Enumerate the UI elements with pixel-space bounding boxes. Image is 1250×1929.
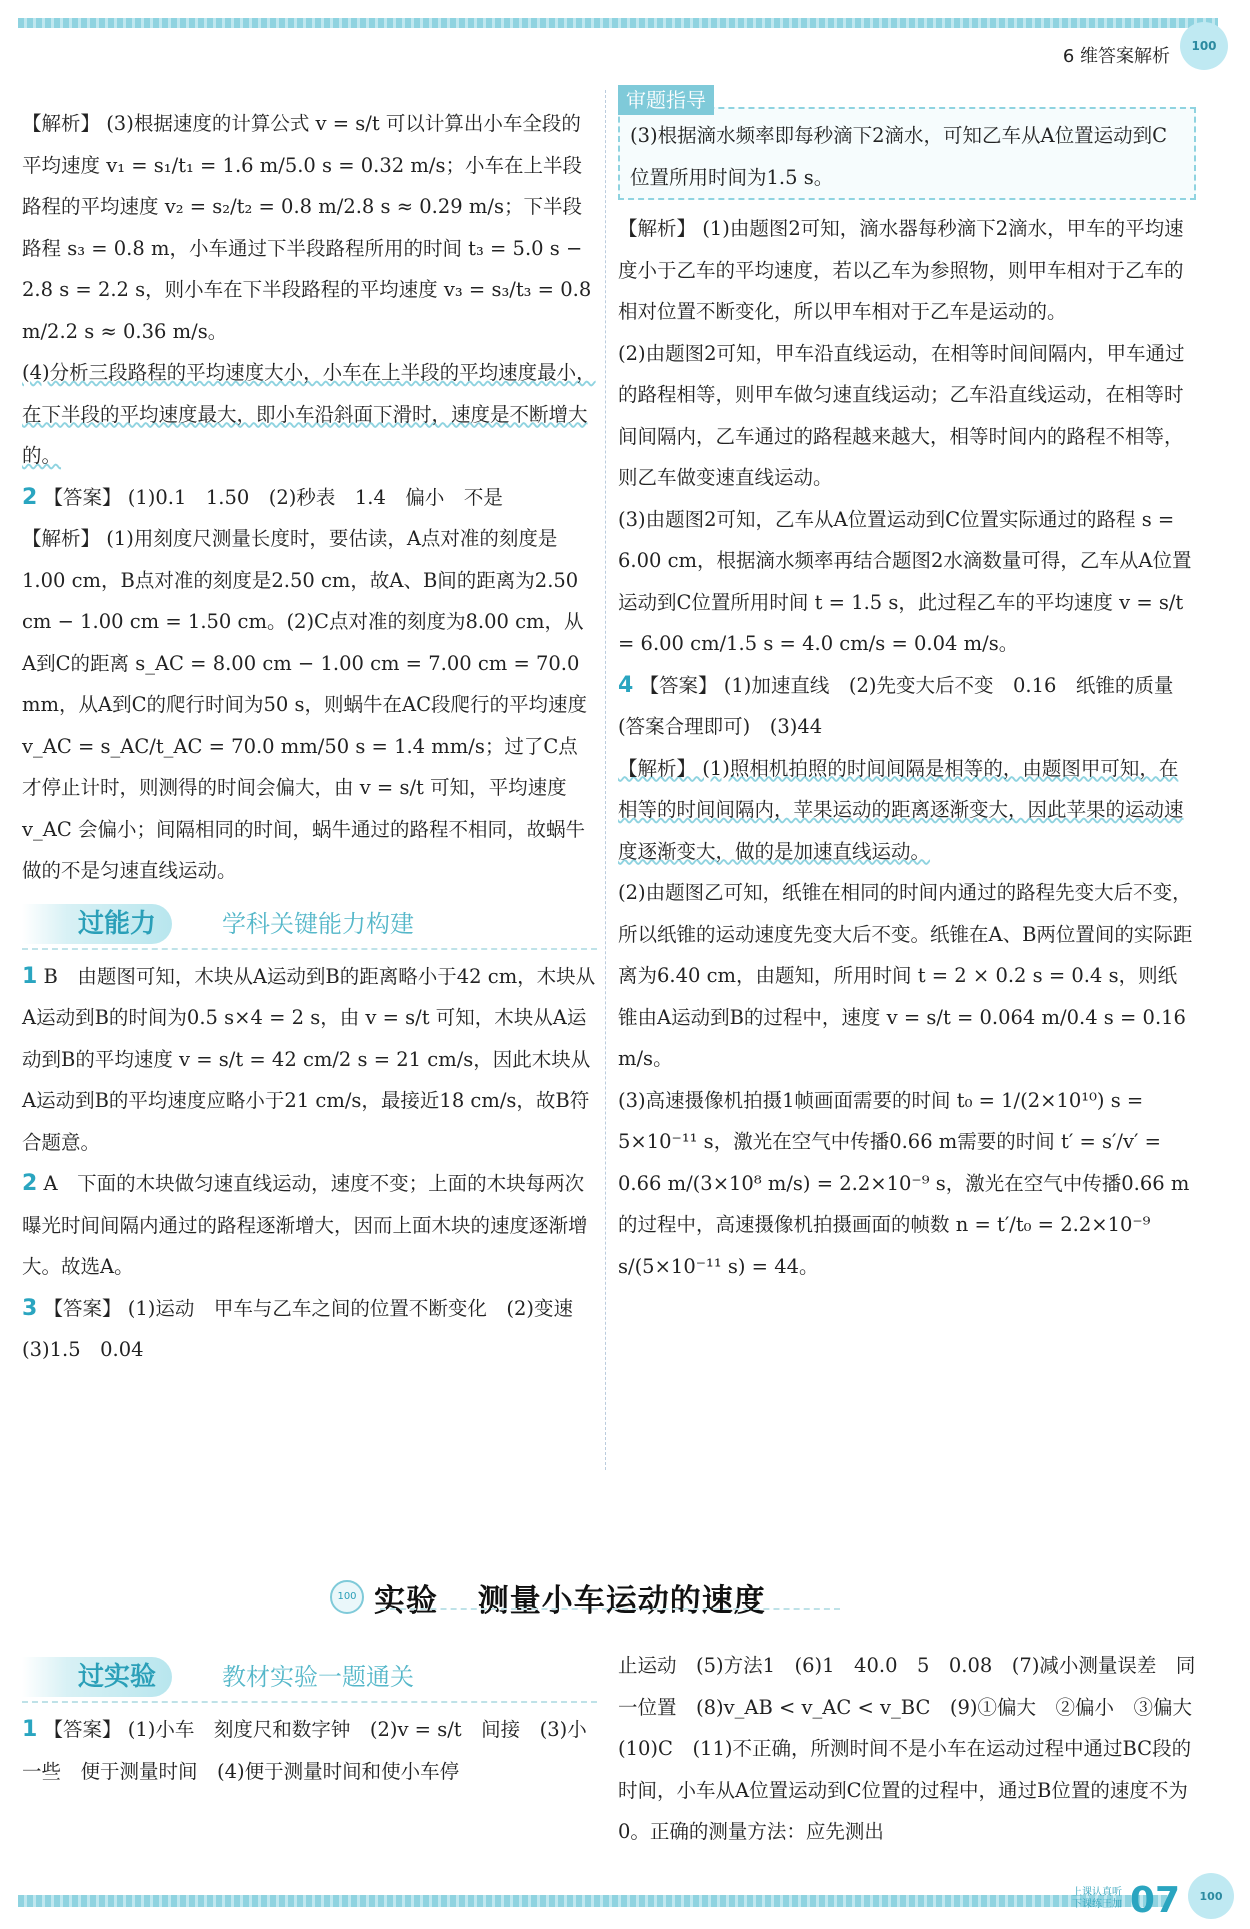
ability-question-3 xyxy=(22,1288,597,1371)
experiment-left xyxy=(22,1645,597,1792)
question-text: A 下面的木块做匀速直线运动，速度不变；上面的木块每两次曝光时间间隔内通过的路程逐渐增大，因而上面木块的速度逐渐增大。故选A。 xyxy=(22,1172,588,1278)
ability-question-1 xyxy=(22,956,597,1164)
footer-slogan-line-1: 上课认真听 xyxy=(1072,1887,1122,1898)
header-title: 6 维答案解析 xyxy=(1062,46,1170,67)
question-2-answer xyxy=(22,477,597,519)
question-4-answer xyxy=(618,665,1196,748)
hint-text: (3)根据滴水频率即每秒滴下2滴水，可知乙车从A位置运动到C位置所用时间为1.5 s。 xyxy=(630,124,1168,189)
experiment-label: 实验 xyxy=(374,1583,438,1619)
section-title: 过实验 xyxy=(22,1657,172,1697)
experiment-answer-continued: 止运动 (5)方法1 (6)1 40.0 5 0.08 (7)减小测量误差 同一位置 (8)v_AB < v_AC < v_BC (9)①偏大 ②偏小 ③偏大 (10)C (11)不正确，所测时间不是小车在运动过程中通过BC段的时间，小车从A位置运动到C位置的过程中，通过B位置的速度不为0。正确的测量方法：应先测出 xyxy=(618,1654,1212,1843)
question-text: B 由题图可知，木块从A运动到B的距离略小于42 cm，木块从A运动到B的时间为0.5 s×4 = 2 s，由 v = s/t 可知，木块从A运动到B的平均速度 v = s/t = 42 cm/2 s = 21 cm/s，因此木块从A运动到B的平均速度应略小于21 cm/s，最接近18 cm/s，故B符合题意。 xyxy=(22,964,596,1154)
q4-analysis-2: (2)由题图乙可知，纸锥在相同的时间内通过的路程先变大后不变，所以纸锥的运动速度先变大后不变。纸锥在A、B两位置间的实际距离为6.40 cm，由题知，所用时间 t = 2 × 0.2 s = 0.4 s，则纸锥由A运动到B的过程中，速度 v = s/t = 0.064 m/0.4 s = 0.16 m/s。 xyxy=(618,881,1193,1070)
right-column xyxy=(618,88,1196,1287)
experiment-title xyxy=(330,1575,766,1620)
page-number: 07 xyxy=(1129,1880,1180,1921)
section-subtitle: 教材实验一题通关 xyxy=(222,1663,414,1691)
top-decor-bar xyxy=(18,18,1218,28)
q4-analysis-3: (3)高速摄像机拍摄1帧画面需要的时间 t₀ = 1/(2×10¹⁰) s = 5×10⁻¹¹ s，激光在空气中传播0.66 m需要的时间 t′ = s′/v′ = 0.66 m/(3×10⁸ m/s) = 2.2×10⁻⁹ s，激光在空气中传播0.66 m的过程中，高速摄像机拍摄画面的帧数 n = t′/t₀ = 2.2×10⁻⁹ s/(5×10⁻¹¹ s) = 44。 xyxy=(618,1088,1190,1278)
q3-analysis-1: 【解析】 (1)由题图2可知，滴水器每秒滴下2滴水，甲车的平均速度小于乙车的平均速度，若以乙车为参照物，则甲车相对于乙车的相对位置不断变化，所以甲车相对于乙车是运动的。 xyxy=(618,217,1184,323)
column-divider xyxy=(605,90,606,1470)
section-title: 过能力 xyxy=(22,904,172,944)
footer-slogan-line-2: 下课练王加 xyxy=(1072,1899,1122,1910)
q4-analysis-1: 【解析】 (1)照相机拍照的时间间隔是相等的，由题图甲可知，在相等的时间间隔内，苹果运动的距离逐渐变大，因此苹果的运动速度逐渐变大，做的是加速直线运动。 xyxy=(618,756,1184,863)
question-2-analysis: 【解析】 (1)用刻度尺测量长度时，要估读，A点对准的刻度是1.00 cm，B点对准的刻度是2.50 cm，故A、B间的距离为2.50 cm − 1.00 cm = 1.50 cm。(2)C点对准的刻度为8.00 cm，从A到C的距离 s_AC = 8.00 cm − 1.00 cm = 7.00 cm = 70.0 mm，从A到C的爬行时间为50 s，则蜗牛在AC段爬行的平均速度 v_AC = s_AC/t_AC = 70.0 mm/50 s = 1.4 mm/s；过了C点才停止计时，则测得的时间会偏大，由 v = s/t 可知，平均速度 v_AC 会偏小；间隔相同的时间，蜗牛通过的路程不相同，故蜗牛做的不是匀速直线运动。 xyxy=(22,527,588,882)
experiment-question-1 xyxy=(22,1709,597,1792)
experiment-title-underline xyxy=(380,1608,840,1610)
question-number: 2 xyxy=(22,1171,38,1196)
q3-analysis-3: (3)由题图2可知，乙车从A位置运动到C位置实际通过的路程 s = 6.00 cm，根据滴水频率再结合题图2水滴数量可得，乙车从A位置运动到C位置所用时间 t = 1.5 s，此过程乙车的平均速度 v = s/t = 6.00 cm/1.5 s = 4.0 cm/s = 0.04 m/s。 xyxy=(618,507,1192,655)
section-subtitle: 学科关键能力构建 xyxy=(222,909,414,938)
footer-slogan xyxy=(1072,1887,1122,1911)
question-number: 3 xyxy=(22,1295,38,1321)
answer-text: 【答案】 (1)0.1 1.50 (2)秒表 1.4 偏小 不是 xyxy=(43,485,503,509)
answer-text: 【答案】 (1)运动 甲车与乙车之间的位置不断变化 (2)变速 (3)1.5 0.04 xyxy=(22,1296,593,1361)
question-number: 1 xyxy=(22,1717,38,1742)
experiment-mascot-icon: 100 xyxy=(330,1580,364,1614)
hint-title: 审题指导 xyxy=(618,85,714,115)
question-number: 1 xyxy=(22,963,38,989)
mascot-logo-icon: 100 xyxy=(1180,22,1228,70)
answer-text: 【答案】 (1)小车 刻度尺和数字钟 (2)v = s/t 间接 (3)小一些 便于测量时间 (4)便于测量时间和使小车停 xyxy=(22,1718,587,1783)
experiment-name: 测量小车运动的速度 xyxy=(477,1583,766,1619)
ability-question-2 xyxy=(22,1163,597,1288)
section-experiment-header xyxy=(22,1655,597,1703)
experiment-right xyxy=(618,1645,1212,1853)
bottom-decor-bar xyxy=(18,1895,1168,1907)
left-column xyxy=(22,103,597,1371)
question-number: 4 xyxy=(618,672,634,698)
analysis-3-paragraph: 【解析】 (3)根据速度的计算公式 v = s/t 可以计算出小车全段的平均速度 v₁ = s₁/t₁ = 1.6 m/5.0 s = 0.32 m/s；小车在上半段路程的平均速度 v₂ = s₂/t₂ = 0.8 m/2.8 s ≈ 0.29 m/s；下半段路程 s₃ = 0.8 m，小车通过下半段路程所用的时间 t₃ = 5.0 s − 2.8 s = 2.2 s，则小车在下半段路程的平均速度 v₃ = s₃/t₃ = 0.8 m/2.2 s ≈ 0.36 m/s。 xyxy=(22,112,592,343)
question-number: 2 xyxy=(22,484,38,510)
section-ability-header xyxy=(22,902,597,950)
footer-mascot-icon: 100 xyxy=(1188,1873,1234,1919)
analysis-4-paragraph: (4)分析三段路程的平均速度大小，小车在上半段的平均速度最小，在下半段的平均速度最大，即小车沿斜面下滑时，速度是不断增大的。 xyxy=(22,361,596,467)
review-guidance-box xyxy=(618,88,1196,200)
q3-analysis-2: (2)由题图2可知，甲车沿直线运动，在相等时间间隔内，甲车通过的路程相等，则甲车做匀速直线运动；乙车沿直线运动，在相等时间间隔内，乙车通过的路程越来越大，相等时间内的路程不相等，则乙车做变速直线运动。 xyxy=(618,341,1185,489)
answer-text: 【答案】 (1)加速直线 (2)先变大后不变 0.16 纸锥的质量(答案合理即可) (3)44 xyxy=(618,673,1174,738)
